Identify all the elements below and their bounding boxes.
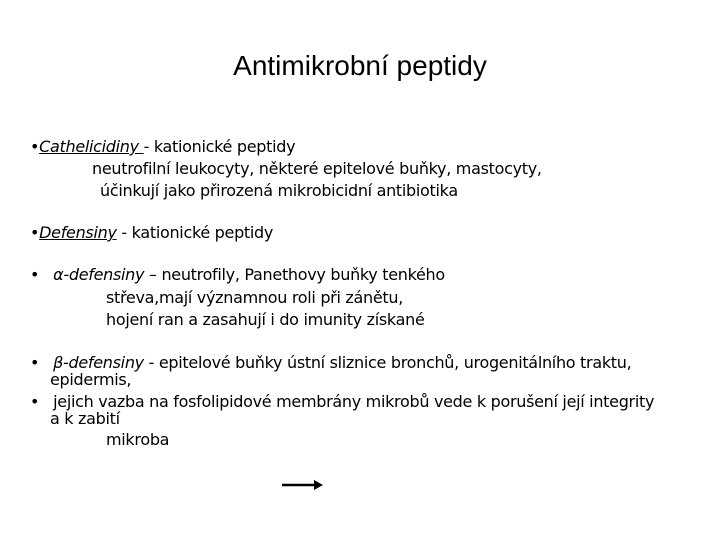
alpha-defensiny-desc: – neutrofily, Panethovy buňky tenkého <box>144 265 445 284</box>
beta-defensiny-desc: - epitelové buňky ústní sliznice bronchů, urogenitálního traktu, <box>143 353 632 372</box>
cathelicidiny-desc: - kationické peptidy <box>143 137 296 156</box>
vazba-line <box>30 393 654 411</box>
right-arrow-icon <box>282 478 324 492</box>
cathelicidiny-line-3: účinkují jako přirozená mikrobicidní antibiotika <box>100 181 458 200</box>
alpha-defensiny-term: α-defensiny <box>53 265 145 284</box>
bullet: • <box>30 223 40 242</box>
cathelicidiny-line-2: neutrofilní leukocyty, některé epitelové buňky, mastocyty, <box>92 159 542 178</box>
cathelicidiny-term: Cathelicidiny <box>39 137 144 156</box>
defensiny-desc: - kationické peptidy <box>116 223 274 242</box>
vazba-line-2: a k zabití <box>50 409 120 428</box>
cathelicidiny-line <box>30 138 295 156</box>
page-title: Antimikrobní peptidy <box>233 50 487 81</box>
bullet: • <box>30 265 40 284</box>
defensiny-term: Defensiny <box>39 223 117 242</box>
alpha-defensiny-line-2: střeva,mají významnou roli při zánětu, <box>106 288 403 307</box>
alpha-defensiny-line <box>30 266 445 284</box>
bullet: • <box>30 392 40 411</box>
defensiny-line <box>30 224 273 242</box>
vazba-text: jejich vazba na fosfolipidové membrány mikrobů vede k porušení její integrity <box>53 392 655 411</box>
beta-defensiny-line-2: epidermis, <box>50 370 132 389</box>
vazba-line-3: mikroba <box>106 430 170 449</box>
alpha-defensiny-line-3: hojení ran a zasahují i do imunity získané <box>106 310 425 329</box>
beta-defensiny-term: β-defensiny <box>53 353 144 372</box>
bullet: • <box>30 353 40 372</box>
bullet: • <box>30 137 40 156</box>
